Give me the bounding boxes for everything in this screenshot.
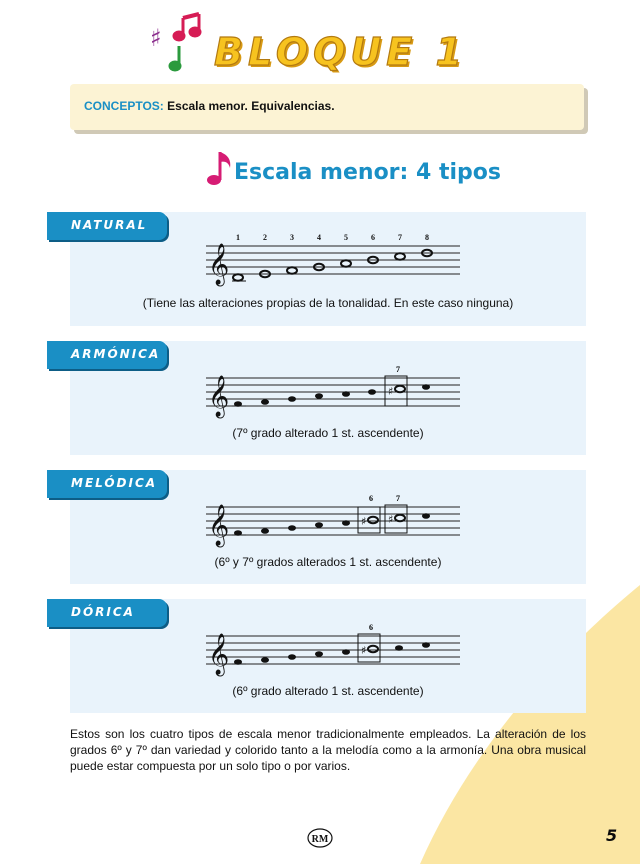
tab-armonica [47, 341, 167, 369]
logo-text: RM [311, 834, 329, 845]
tab-label: MELÓDICA [71, 476, 158, 490]
section-title: Escala menor: 4 tipos [234, 160, 501, 185]
treble-clef-icon: 𝄞 [208, 505, 230, 546]
degree-number: 6 [369, 623, 373, 632]
degree-number: 4 [317, 233, 321, 242]
degree-number: 8 [425, 233, 429, 242]
scale-caption: (6º grado alterado 1 st. ascendente) [232, 684, 424, 698]
degree-number: 5 [344, 233, 348, 242]
sharp-icon: ♯ [361, 515, 367, 528]
publisher-logo [306, 826, 334, 850]
svg-text:♯: ♯ [150, 24, 162, 52]
degree-number: 7 [396, 365, 400, 374]
degree-number: 7 [398, 233, 402, 242]
scale-caption: (Tiene las alteraciones propias de la tonalidad. En este caso ninguna) [142, 296, 514, 310]
concepts-text: Escala menor. Equivalencias. [167, 99, 335, 113]
tab-label: DÓRICA [71, 605, 135, 619]
concepts-line [84, 99, 335, 113]
tab-natural [47, 212, 167, 240]
concepts-box [70, 84, 584, 130]
concepts-label: CONCEPTOS: [84, 99, 164, 113]
scale-caption: (6º y 7º grados alterados 1 st. ascendente) [214, 555, 442, 569]
staff-melodica [200, 487, 460, 551]
treble-clef-icon: 𝄞 [208, 376, 230, 417]
degree-number: 2 [263, 233, 267, 242]
degree-number: 6 [371, 233, 375, 242]
degree-number: 1 [236, 233, 240, 242]
sharp-icon: ♯ [388, 385, 394, 398]
treble-clef-icon: 𝄞 [208, 634, 230, 675]
degree-number: 3 [290, 233, 294, 242]
music-notes-icon [150, 12, 208, 74]
sharp-icon: ♯ [388, 513, 394, 526]
page-number: 5 [606, 826, 618, 845]
staff-armonica [200, 358, 460, 422]
degree-number: 6 [369, 494, 373, 503]
tab-label: ARMÓNICA [71, 347, 161, 361]
page-title: BLOQUE 1 [214, 30, 467, 74]
tab-label: NATURAL [71, 218, 148, 232]
sharp-icon: ♯ [361, 644, 367, 657]
treble-clef-icon: 𝄞 [208, 244, 230, 285]
scale-caption: (7º grado alterado 1 st. ascendente) [232, 426, 424, 440]
eighth-note-icon [206, 148, 232, 188]
staff-dorica [200, 616, 460, 680]
tab-melodica [47, 470, 167, 498]
closing-paragraph: Estos son los cuatro tipos de escala menor tradicionalmente empleados. La alteración de los grados 6º y 7º dan variedad y colorido tanto a la melodía como a la armonía. Una obra musical puede estar compuesta por un solo tipo o por varios. [70, 727, 586, 773]
staff-natural [200, 226, 460, 290]
degree-number: 7 [396, 494, 400, 503]
tab-dorica [47, 599, 167, 627]
